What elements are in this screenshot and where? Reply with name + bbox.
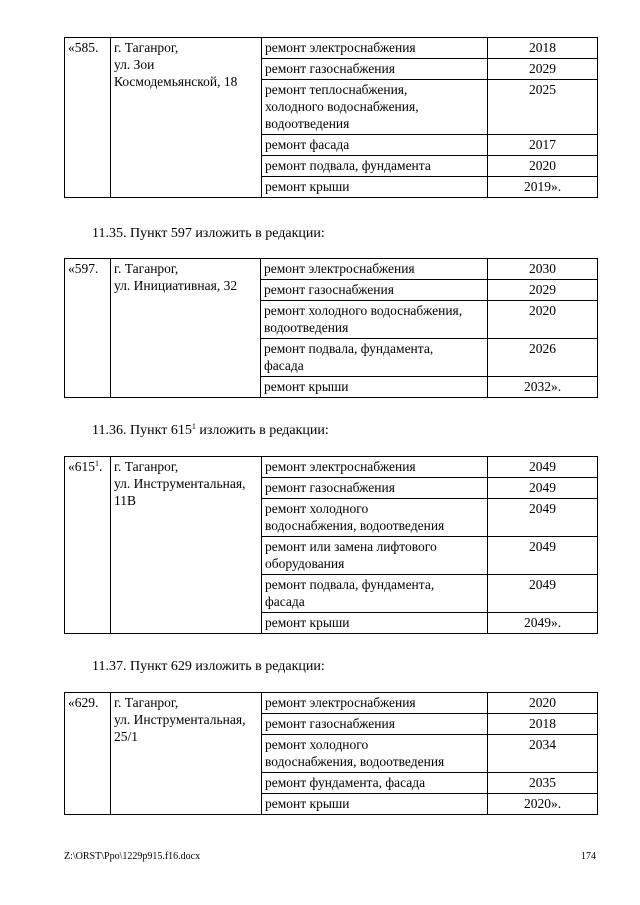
table-row (65, 693, 598, 714)
work-line: фасада (265, 594, 305, 609)
footer-file-path: Z:\ORST\Ppo\1229p915.f16.docx (64, 851, 201, 862)
work-year: 2026 (488, 339, 598, 377)
work-year: 2049». (488, 613, 598, 634)
work-year: 2020 (488, 301, 598, 339)
table-row (65, 457, 598, 478)
work-year: 2049 (488, 575, 598, 613)
work-year: 2020 (488, 693, 598, 714)
address-line: Космодемьянской, 18 (114, 74, 238, 89)
address-cell (111, 457, 262, 634)
work-line: ремонт холодного водоснабжения, (264, 303, 463, 318)
work-line: водоотведения (264, 320, 349, 335)
work-type: ремонт газоснабжения (262, 59, 488, 80)
paragraph-11-36 (92, 422, 329, 439)
work-year: 2049 (488, 499, 598, 537)
work-type (262, 575, 488, 613)
table-615-1 (64, 456, 598, 634)
work-type: ремонт электроснабжения (262, 38, 488, 59)
work-type: ремонт крыши (261, 377, 488, 398)
work-year: 2049 (488, 478, 598, 499)
work-type (261, 339, 488, 377)
table-row (65, 259, 598, 280)
table-row (65, 38, 598, 59)
work-year: 2018 (488, 714, 598, 735)
work-type (262, 80, 488, 135)
address-cell (111, 38, 262, 198)
paragraph-11-37: 11.37. Пункт 629 изложить в редакции: (92, 659, 325, 674)
address-line: г. Таганрог, (114, 40, 179, 55)
work-year: 2020 (488, 156, 598, 177)
address-line: 11В (114, 493, 137, 508)
work-year: 2049 (488, 457, 598, 478)
work-type: ремонт фундамента, фасада (262, 773, 488, 794)
superscript: 1 (95, 459, 99, 468)
address-line: ул. Инструментальная, (114, 476, 246, 491)
work-year: 2018 (488, 38, 598, 59)
paragraph-text: 11.36. Пункт 615 (92, 423, 192, 438)
work-line: оборудования (265, 556, 345, 571)
work-type: ремонт фасада (262, 135, 488, 156)
address-line: г. Таганрог, (114, 695, 179, 710)
work-line: ремонт или замена лифтового (265, 539, 437, 554)
table-629 (64, 692, 598, 815)
work-year: 2025 (488, 80, 598, 135)
work-line: холодного водоснабжения, (265, 99, 419, 114)
superscript: 1 (191, 422, 196, 431)
work-line: ремонт подвала, фундамента, (265, 577, 435, 592)
paragraph-text: изложить в редакции: (195, 423, 329, 438)
work-line: ремонт холодного (265, 501, 369, 516)
work-type (262, 735, 488, 773)
work-year: 2020». (488, 794, 598, 815)
work-year: 2019». (488, 177, 598, 198)
item-number: «597. (65, 259, 111, 398)
address-line: г. Таганрог, (114, 459, 179, 474)
work-type: ремонт газоснабжения (262, 478, 488, 499)
item-number: «585. (65, 38, 111, 198)
work-line: ремонт теплоснабжения, (265, 82, 408, 97)
address-cell (111, 693, 262, 815)
work-year: 2029 (488, 280, 598, 301)
address-line: ул. Инициативная, 32 (114, 278, 238, 293)
work-type: ремонт электроснабжения (262, 457, 488, 478)
work-type: ремонт крыши (262, 613, 488, 634)
table-597 (64, 258, 598, 398)
work-type: ремонт крыши (262, 177, 488, 198)
table-585 (64, 37, 598, 198)
work-type: ремонт подвала, фундамента (262, 156, 488, 177)
item-number: «629. (65, 693, 111, 815)
work-year: 2034 (488, 735, 598, 773)
work-type: ремонт электроснабжения (261, 259, 488, 280)
item-number (65, 457, 111, 634)
work-line: водоснабжения, водоотведения (265, 754, 445, 769)
address-line: г. Таганрог, (114, 261, 179, 276)
work-year: 2030 (488, 259, 598, 280)
address-cell (111, 259, 261, 398)
work-type: ремонт газоснабжения (262, 714, 488, 735)
work-line: водоотведения (265, 116, 350, 131)
work-type (261, 301, 488, 339)
work-line: ремонт подвала, фундамента, (264, 341, 434, 356)
work-year: 2032». (488, 377, 598, 398)
work-year: 2017 (488, 135, 598, 156)
work-year: 2035 (488, 773, 598, 794)
work-type: ремонт электроснабжения (262, 693, 488, 714)
item-number-text: . (99, 459, 103, 474)
work-type (262, 499, 488, 537)
work-type: ремонт газоснабжения (261, 280, 488, 301)
work-year: 2049 (488, 537, 598, 575)
address-line: ул. Зои (114, 57, 155, 72)
work-type: ремонт крыши (262, 794, 488, 815)
work-year: 2029 (488, 59, 598, 80)
page-number: 174 (581, 851, 596, 862)
item-number-text: «615 (68, 459, 95, 474)
address-line: ул. Инструментальная, (114, 712, 246, 727)
work-line: ремонт холодного (265, 737, 369, 752)
paragraph-11-35: 11.35. Пункт 597 изложить в редакции: (92, 226, 325, 241)
work-line: водоснабжения, водоотведения (265, 518, 445, 533)
address-line: 25/1 (114, 729, 139, 744)
work-type (262, 537, 488, 575)
work-line: фасада (264, 358, 304, 373)
